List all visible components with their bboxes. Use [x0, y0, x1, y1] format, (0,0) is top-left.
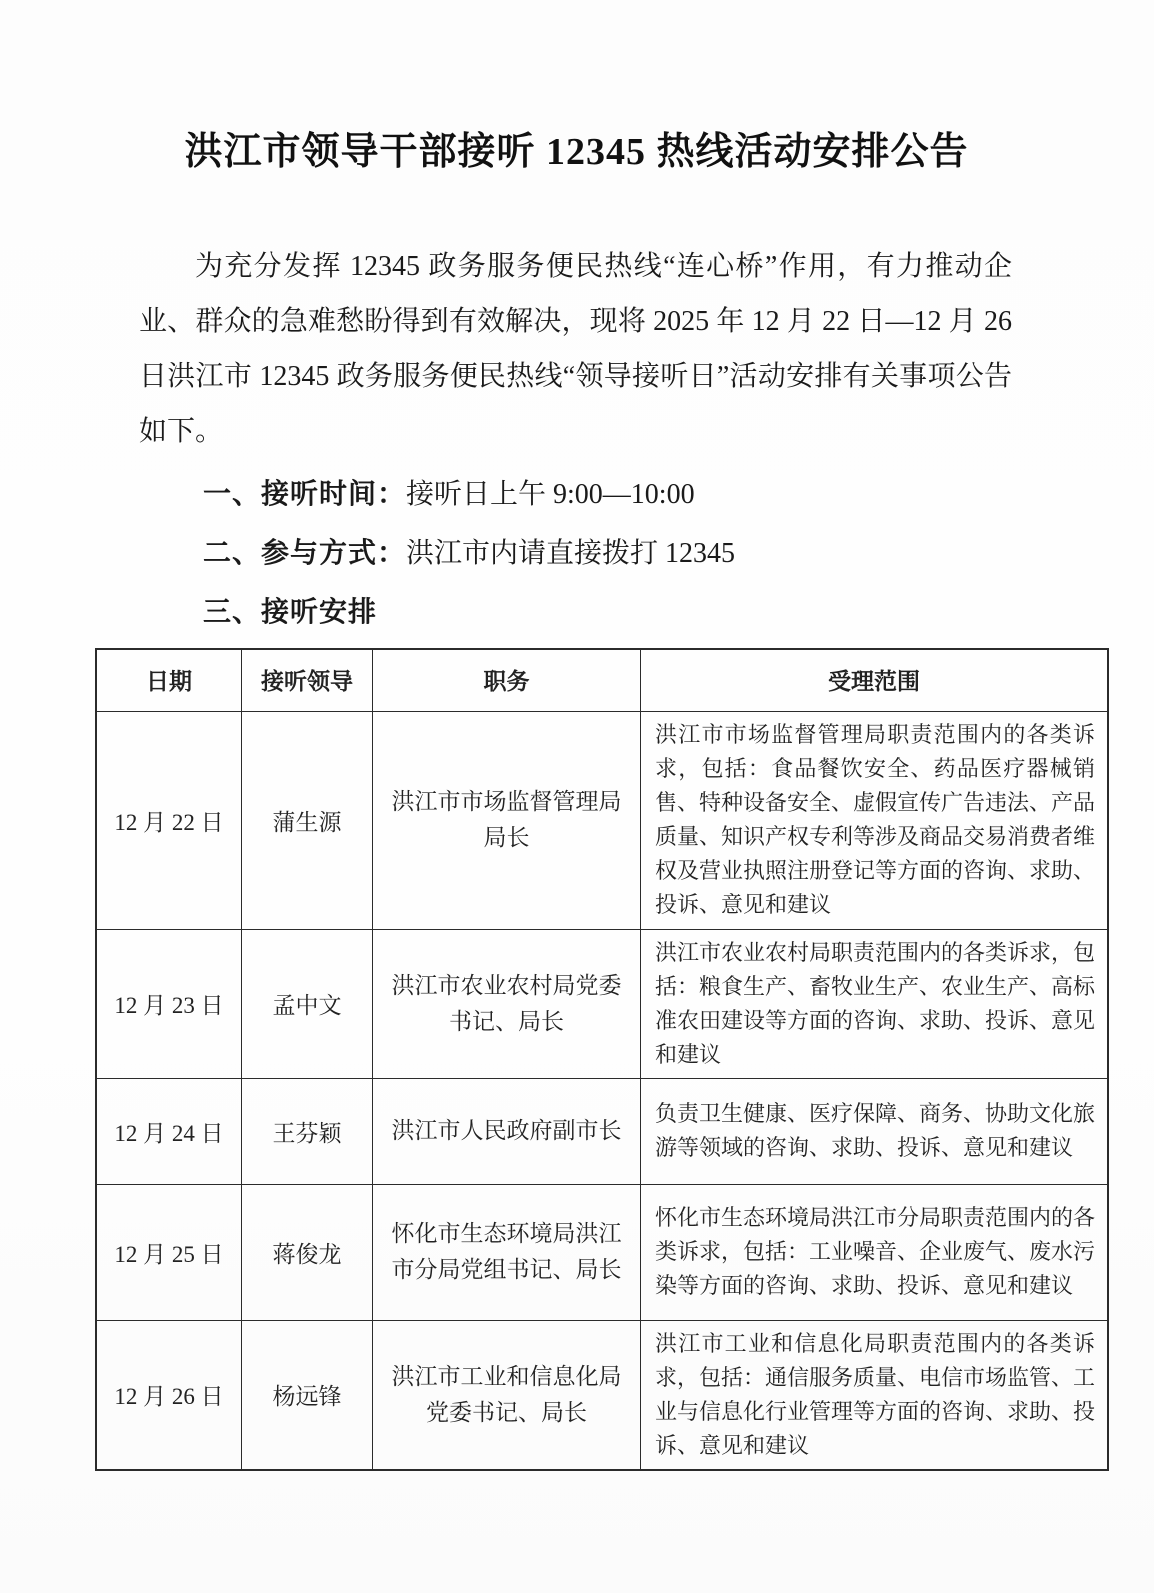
item-schedule-heading-label: 三、接听安排 — [203, 596, 378, 628]
cell-date: 12 月 24 日 — [96, 1078, 242, 1184]
column-header-date: 日期 — [96, 649, 242, 711]
cell-leader: 蒲生源 — [242, 711, 373, 929]
cell-leader: 孟中文 — [242, 929, 373, 1078]
cell-date: 12 月 23 日 — [96, 929, 242, 1078]
cell-scope: 洪江市农业农村局职责范围内的各类诉求，包括：粮食生产、畜牧业生产、农业生产、高标准农田建设等方面的咨询、求助、投诉、意见和建议 — [641, 929, 1109, 1078]
column-header-position: 职务 — [373, 649, 641, 711]
table-row — [96, 1320, 1108, 1470]
item-participation-method-label: 二、参与方式： — [203, 537, 407, 569]
cell-leader: 王芬颖 — [242, 1078, 373, 1184]
item-listening-time-text: 接听日上午 9:00—10:00 — [406, 479, 695, 511]
cell-position: 洪江市人民政府副市长 — [373, 1078, 641, 1184]
column-header-leader: 接听领导 — [242, 649, 373, 711]
item-schedule-heading — [203, 583, 1012, 642]
cell-date: 12 月 26 日 — [96, 1320, 242, 1470]
item-participation-method-text: 洪江市内请直接拨打 12345 — [406, 538, 736, 570]
cell-scope: 怀化市生态环境局洪江市分局职责范围内的各类诉求，包括：工业噪音、企业废气、废水污染等方面的咨询、求助、投诉、意见和建议 — [641, 1184, 1109, 1320]
cell-date: 12 月 25 日 — [96, 1184, 242, 1320]
cell-position: 怀化市生态环境局洪江市分局党组书记、局长 — [373, 1184, 641, 1320]
cell-position: 洪江市工业和信息化局党委书记、局长 — [373, 1320, 641, 1470]
table-row — [96, 711, 1108, 929]
intro-paragraph: 为充分发挥 12345 政务服务便民热线“连心桥”作用，有力推动企业、群众的急难愁盼得到有效解决，现将 2025 年 12 月 22 日—12 月 26 日洪江市 12345 政务服务便民热线“领导接听日”活动安排有关事项公告如下。 — [139, 251, 1012, 448]
item-participation-method — [203, 524, 1012, 583]
cell-scope: 负责卫生健康、医疗保障、商务、协助文化旅游等领域的咨询、求助、投诉、意见和建议 — [641, 1078, 1109, 1184]
column-header-scope: 受理范围 — [641, 649, 1109, 711]
table-row — [96, 1184, 1108, 1320]
item-listening-time — [203, 465, 1012, 524]
cell-position: 洪江市市场监督管理局局长 — [373, 711, 641, 929]
cell-scope: 洪江市工业和信息化局职责范围内的各类诉求，包括：通信服务质量、电信市场监管、工业与信息化行业管理等方面的咨询、求助、投诉、意见和建议 — [641, 1320, 1109, 1470]
table-row — [96, 1078, 1108, 1184]
schedule-table — [95, 648, 1109, 1471]
item-listening-time-label: 一、接听时间： — [203, 478, 407, 510]
cell-position: 洪江市农业农村局党委书记、局长 — [373, 929, 641, 1078]
cell-scope: 洪江市市场监督管理局职责范围内的各类诉求，包括：食品餐饮安全、药品医疗器械销售、特种设备安全、虚假宣传广告违法、产品质量、知识产权专利等涉及商品交易消费者维权及营业执照注册登记等方面的咨询、求助、投诉、意见和建议 — [641, 711, 1109, 929]
cell-leader: 杨远锋 — [242, 1320, 373, 1470]
table-row — [96, 929, 1108, 1078]
page-title: 洪江市领导干部接听 12345 热线活动安排公告 — [184, 131, 969, 173]
table-header-row — [96, 649, 1108, 711]
cell-date: 12 月 22 日 — [96, 711, 242, 929]
cell-leader: 蒋俊龙 — [242, 1184, 373, 1320]
